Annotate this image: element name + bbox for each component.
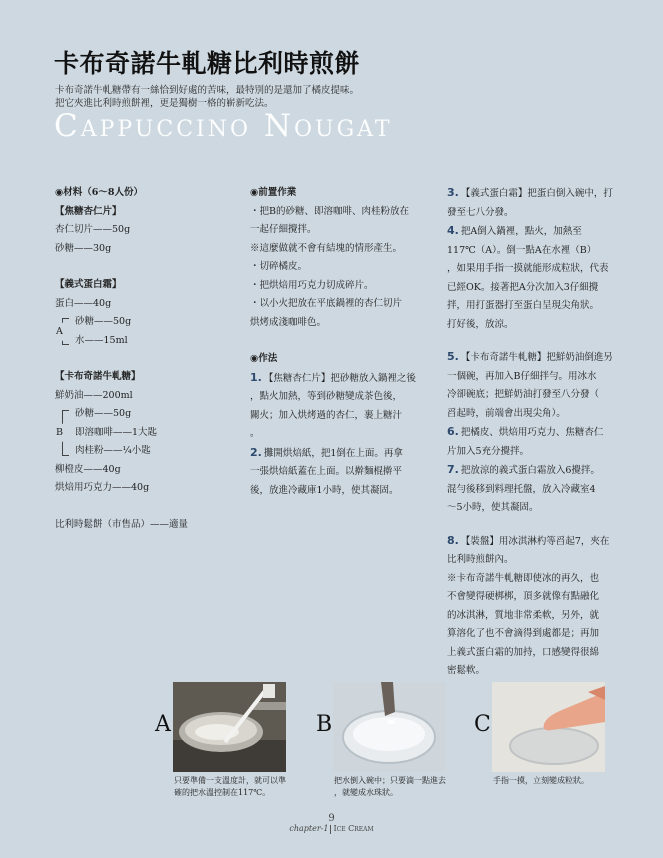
method-step-5 [447,348,622,423]
step-number: 3. [447,186,459,199]
step-line: ※卡布奇諾牛軋糖即使冰的再久，也 [447,572,600,584]
step-line: 的冰淇淋，質地非常柔軟，另外，就 [447,609,600,621]
step-line: 冷卻碗底；把鮮奶油打發至八分發（ [447,389,600,400]
method-column [447,184,622,681]
step-line: 把橘皮、烘焙用巧克力、焦糖杏仁 [460,427,604,438]
page-number: 9 [328,813,335,824]
step-line: 打好後，放涼。 [447,318,514,330]
step-number: 6. [447,425,459,438]
caption-line: 把水倒入碗中；只要滴一點進去 [334,776,446,785]
photo-caption-b [334,775,446,799]
nougat-label: 【卡布奇諾牛軋糖】 [55,371,141,382]
step-number: 1. [250,370,262,384]
method-step-7 [447,461,622,518]
caption-line: ，就變成水珠狀。 [334,788,398,797]
almond-label: 【焦糖杏仁片】 [55,205,122,217]
step-line: 不會變得硬梆梆，頂多就像有點融化 [447,591,600,602]
caption-line: 只要準備一支溫度計，就可以準 [174,776,286,785]
photo-caption-c [493,775,589,787]
method-step-1 [250,369,430,444]
ingredient-row: 砂糖——50g [75,316,132,327]
step-number: 2. [250,445,262,459]
step-line: 【義式蛋白霜】把蛋白倒入碗中，打 [460,188,613,199]
ingredient-row: 即溶咖啡——1大匙 [75,426,158,438]
ingredient-row: 砂糖——30g [55,242,112,254]
step-line: 攤開烘焙紙，把1倒在上面。再拿 [263,447,403,459]
step-line: 【卡布奇諾牛軋糖】把鮮奶油倒進另 [460,352,613,363]
photo-caption-a [174,775,286,799]
step-line: 發至七八分發。 [447,206,514,218]
prep-line: ・以小火把放在平底鍋裡的杏仁切片 [250,298,403,309]
step-line: 密鬆軟。 [447,665,486,676]
photo-b-water-bowl [333,682,446,772]
prep-line: ※這麼做就不會有結塊的情形產生。 [250,242,403,254]
prep-line: ・切碎橘皮。 [250,261,308,272]
step-line: 關火；加入烘烤過的杏仁，裹上糖汁 [250,409,403,421]
step-line: 117℃（A）。倒一點A在水裡（B） [447,244,597,256]
caption-line: 確的把水溫控制在117℃。 [174,788,271,797]
meringue-label: 【義式蛋白霜】 [55,279,122,290]
ingredient-row: 烘焙用巧克力——40g [55,482,150,493]
page-folio [0,814,663,834]
step-line: 混勻後移到料理托盤，放入冷藏室4 [447,483,596,495]
photo-c-finger-test [492,682,605,772]
step-line: 【裝盤】用冰淇淋杓等舀起7，夾在 [460,535,610,547]
ingredient-row: 柳橙皮——40g [55,463,121,475]
step-line: 後，放進冷藏庫1小時，使其凝固。 [250,484,399,496]
step-number: 5. [447,350,459,363]
ingredient-row: 鮮奶油——200ml [55,389,133,401]
ingredient-row: 砂糖——50g [75,408,132,419]
ingredient-row: 水——15ml [75,334,128,346]
ingredients-heading: ◉材料（6～8人份） [55,187,144,198]
ingredient-row: 比利時鬆餅（市售品）——適量 [55,518,189,530]
step-line: 一個碗，再加入B仔細拌勻。用冰水 [447,370,597,382]
step-line: 。 [250,428,260,439]
photo-label-c: C [474,712,491,737]
prep-line: 烘烤成淺咖啡色。 [250,316,327,328]
section-label: Ice Cream [333,824,374,833]
step-line: 拌，用打蛋器打至蛋白呈現尖角狀。 [447,300,600,311]
ingredient-row: 蛋白——40g [55,297,112,309]
ingredient-group-b [55,405,225,461]
subtitle [55,84,359,110]
ingredient-row: 肉桂粉——¼小匙 [75,445,151,456]
ingredient-row: 杏仁切片——50g [55,224,131,235]
step-line: 一張烘焙紙蓋在上面。以擀麵棍擀平 [250,466,403,477]
step-line: 已經OK。接著把A分次加入3仔細攪 [447,281,599,293]
step-line: 上義式蛋白霜的加持，口感變得很綿 [447,646,600,658]
subtitle-line: 卡布奇諾牛軋糖帶有一絲恰到好處的苦味，最特別的是還加了橘皮提味。 [55,85,360,96]
step-line: ，點火加熱，等到砂糖變成茶色後， [250,391,403,402]
step-line: ～5小時，使其凝固。 [447,502,539,513]
page-title: 卡布奇諾牛軋糖比利時煎餅 [54,49,361,78]
method-heading: ◉作法 [250,353,278,364]
method-step-6 [447,423,622,461]
step-line: ，如果用手指一摸就能形成粒狀，代表 [447,263,609,274]
step-line: 【焦糖杏仁片】把砂糖放入鍋裡之後 [263,372,416,384]
photo-label-b: B [316,712,333,737]
step-line: 片加入5充分攪拌。 [447,445,530,457]
prep-column [250,184,430,500]
step-line: 把A倒入鍋裡，點火，加熱至 [460,226,582,237]
subtitle-line: 把它夾進比利時煎餅裡，更是獨樹一格的嶄新吃法。 [55,98,274,109]
step-number: 4. [447,224,459,237]
english-title: Cappuccino Nougat [54,108,393,144]
method-step-3 [447,184,622,222]
ingredient-group-a [55,313,225,350]
caption-line: 手指一摸，立刻變成粒狀。 [493,776,589,785]
ingredients-column [55,184,225,534]
prep-line: 一起仔細攪拌。 [250,224,317,235]
group-label: B [55,424,64,443]
method-step-4 [447,222,622,334]
method-step-2 [250,444,430,501]
prep-line: ・把B的砂糖、即溶咖啡、肉桂粉放在 [250,205,409,217]
prep-heading: ◉前置作業 [250,187,297,198]
chapter-label: chapter-1 [289,824,329,833]
step-line: 比利時煎餅內。 [447,554,514,565]
step-number: 8. [447,533,459,547]
method-step-8 [447,532,622,681]
prep-line: ・把烘焙用巧克力切成碎片。 [250,279,374,291]
step-line: 把放涼的義式蛋白霜放入6攪拌。 [460,465,600,476]
group-label: A [55,322,64,341]
step-number: 7. [447,463,459,476]
photo-label-a: A [155,712,171,737]
step-line: 舀起時，前端會出現尖角）。 [447,407,566,419]
photo-a-thermometer [173,682,286,772]
step-line: 算溶化了也不會滴得到處都是；再加 [447,628,600,639]
